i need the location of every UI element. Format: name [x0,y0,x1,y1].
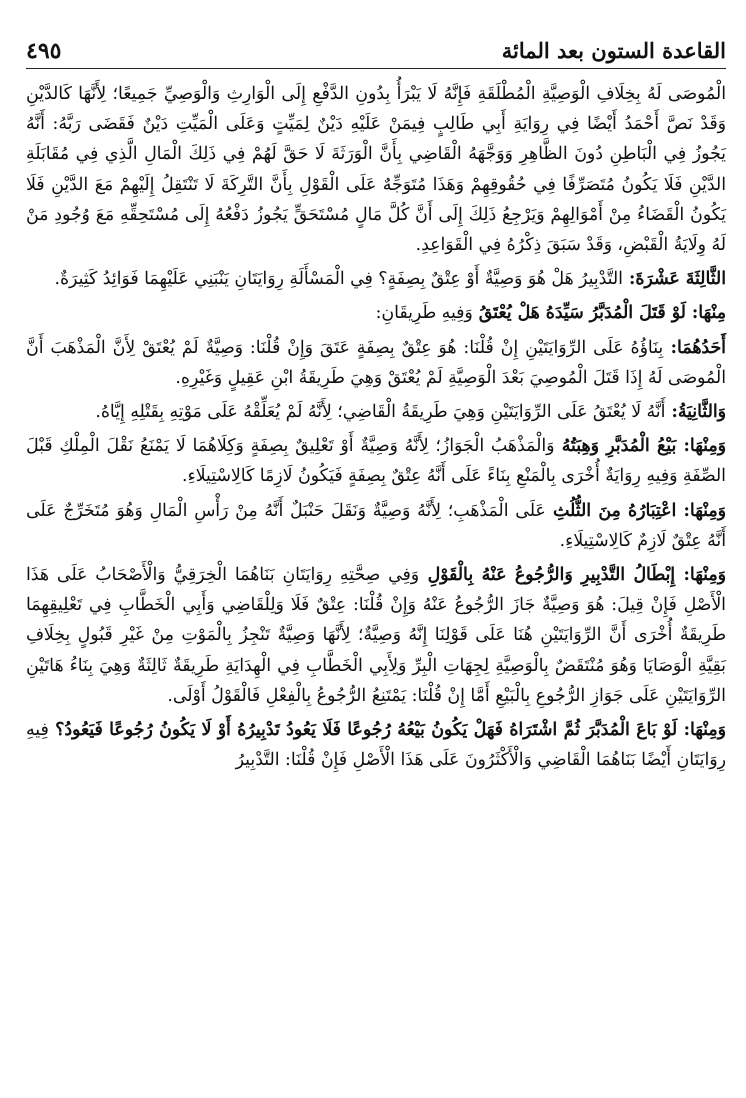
paragraph-thirteenth-question [26,264,726,294]
paragraph-text: بِنَاؤُهُ عَلَى الرِّوَايَتَيْنِ إِنْ قُلْنَا: هُوَ عِتْقٌ بِصِفَةٍ عَتَقَ وَإِنْ قُلْنَا: وَصِيَّةٌ لَمْ يُعْتَقْ لِأَنَّ الْمَذْهَبَ أَنَّ الْمُوصَى لَهُ إِذَا قَتَلَ الْمُوصِيَ بَعْدَ الْوَصِيَّةِ لَمْ يُعْتَقْ وَهِيَ طَرِيقَةُ ابْنِ عَقِيلٍ وَغَيْرِهِ. [26,337,726,388]
book-page [26,30,726,1080]
section-heading: الثَّالِثَةَ عَشْرَةَ: [622,269,726,290]
page-number: ٤٩٥ [26,38,62,64]
subsection-heading: وَمِنْهَا: بَيْعُ الْمُدَبَّرِ وَهِبَتُهُ [554,436,726,457]
paragraph-killing-master [26,298,726,328]
subsection-heading: وَمِنْهَا: لَوْ بَاعَ الْمُدَبَّرَ ثُمَّ اشْتَرَاهُ فَهَلْ يَكُونُ بَيْعُهُ رُجُوعًا فَلَا يَعُودُ تَدْبِيرُهُ أَوْ لَا يَكُونُ رُجُوعًا فَيَعُودُ؟ [48,720,726,741]
page-body [26,79,726,775]
paragraph-sale-and-gift [26,431,726,491]
paragraph-first-way [26,333,726,393]
subsection-heading: وَالثَّانِيَةُ: [665,402,726,423]
paragraph-text: وَفِي صِحَّتِهِ رِوَايَتَانِ بَنَاهُمَا الْخِرَقِيُّ وَالْأَصْحَابُ عَلَى هَذَا الْأَصْلِ فَإِنْ قِيلَ: هُوَ وَصِيَّةٌ جَازَ الرُّجُوعُ عَنْهُ وَإِنْ قُلْنَا: عِتْقٌ فَلَا وَلِلْقَاضِي وَأَبِي الْخَطَّابِ فِي تَعْلِيقِهِمَا طَرِيقَةٌ أُخْرَى أَنَّ الرِّوَايَتَيْنِ هُنَا عَلَى قَوْلِنَا إِنَّهُ وَصِيَّةٌ؛ لِأَنَّهَا وَصِيَّةٌ تَنْجِزُ بِالْمَوْتِ مِنْ غَيْرِ قَبُولٍ بِخِلَافِ بَقِيَّةِ الْوَصَايَا وَهُوَ مُنْتَقَضٌ بِالْوَصِيَّةِ لِجِهَاتِ الْبِرِّ وَلِأَبِي الْخَطَّابِ فِي الْهِدَايَةِ طَرِيقَةٌ ثَالِثَةٌ وَهِيَ بِنَاءُ هَاتَيْنِ الرِّوَايَتَيْنِ عَلَى جَوَازِ الرُّجُوعِ بِالْبَيْعِ أَمَّا إِنْ قُلْنَا: يَمْتَنِعُ الرُّجُوعُ بِالْفِعْلِ فَالْقَوْلُ أَوْلَى. [26,565,726,706]
paragraph-text: فِيهِ رِوَايَتَانِ أَيْضًا بَنَاهُمَا الْقَاضِي وَالْأَكْثَرُونَ عَلَى هَذَا الْأَصْلِ فَإِنْ قُلْنَا: التَّدْبِيرُ [26,720,726,771]
running-title: القاعدة الستون بعد المائة [501,38,726,63]
paragraph-resale [26,715,726,775]
subsection-heading: وَمِنْهَا: اعْتِبَارُهُ مِنَ الثُّلُثِ [545,500,726,521]
subsection-heading: أَحَدُهُمَا: [663,337,726,358]
paragraph-text: عَلَى الْمَذْهَبِ؛ لِأَنَّهُ وَصِيَّةٌ وَنَقَلَ حَنْبَلٌ أَنَّهُ مِنْ رَأْسِ الْمَالِ وَهُوَ مُتَخَرِّجٌ عَلَى أَنَّهُ عِتْقٌ لَازِمٌ كَالِاسْتِيلَاءِ. [26,500,726,551]
paragraph-second-way [26,397,726,427]
page-header [26,30,726,69]
paragraph-text: أَنَّهُ لَا يُعْتَقُ عَلَى الرِّوَايَتَيْنِ وَهِيَ طَرِيقَةُ الْقَاضِي؛ لِأَنَّهُ لَمْ يُعَلِّقْهُ عَلَى مَوْتِهِ بِقَتْلِهِ إِيَّاهُ. [95,402,666,423]
paragraph-text: الْمُوصَى لَهُ بِخِلَافِ الْوَصِيَّةِ الْمُطْلَقَةِ فَإِنَّهُ لَا يَبْرَأُ بِدُونِ الدَّفْعِ إِلَى الْوَارِثِ وَالْوَصِيِّ جَمِيعًا؛ لِأَنَّهَا كَالدَّيْنِ وَقَدْ نَصَّ أَحْمَدُ أَيْضًا فِي رِوَايَةِ أَبِي طَالِبٍ فِيمَنْ عَلَيْهِ دَيْنٌ لِمَيِّتٍ وَعَلَى الْمَيِّتِ دَيْنٌ فَقَضَى رَبَّهُ: أَنَّهُ يَجُوزُ فِي الْبَاطِنِ دُونَ الظَّاهِرِ وَوَجَّهَهُ الْقَاضِي بِأَنَّ الْوَرَثَةَ لَا حَقَّ لَهُمْ فِي ذَلِكَ الْمَالِ الَّذِي فِي مُقَابَلَةِ الدَّيْنِ فَلَا يَكُونُ مُتَصَرِّفًا فِي حُقُوقِهِمْ وَهَذَا مُتَوَجِّهٌ عَلَى الْقَوْلِ بِأَنَّ التَّرِكَةَ لَا تَنْتَقِلُ إِلَيْهِمْ مَعَ الدَّيْنِ فَلَا يَكُونُ الْقَضَاءُ مِنْ أَمْوَالِهِمْ وَيَرْجِعُ ذَلِكَ إِلَى أَنَّ كُلَّ مَالٍ مُسْتَحَقٍّ يَجُوزُ دَفْعُهُ إِلَى مُسْتَحِقِّهِ مَعَ وُجُودِ مَنْ لَهُ وِلَايَةُ الْقَبْضِ، وَقَدْ سَبَقَ ذِكْرُهُ فِي الْقَوَاعِدِ. [26,84,726,256]
paragraph-third-share [26,496,726,556]
subsection-heading: مِنْهَا: لَوْ قَتَلَ الْمُدَبَّرُ سَيِّدَهُ هَلْ يُعْتَقُ [472,303,726,324]
paragraph-intro [26,79,726,260]
paragraph-text: التَّدْبِيرُ هَلْ هُوَ وَصِيَّةٌ أَوْ عِتْقٌ بِصِفَةٍ؟ فِي الْمَسْأَلَةِ رِوَايَتَانِ يَنْبَنِي عَلَيْهِمَا فَوَائِدُ كَثِيرَةٌ. [54,269,623,290]
paragraph-revocation [26,560,726,711]
subsection-heading: وَمِنْهَا: إِبْطَالُ التَّدْبِيرِ وَالرُّجُوعُ عَنْهُ بِالْقَوْلِ [419,565,726,586]
paragraph-text: وَالْمَذْهَبُ الْجَوَازُ؛ لِأَنَّهُ وَصِيَّةٌ أَوْ تَعْلِيقٌ بِصِفَةٍ وَكِلَاهُمَا لَا يَمْنَعُ نَقْلَ الْمِلْكِ قَبْلَ الصِّفَةِ وَفِيهِ رِوَايَةٌ أُخْرَى بِالْمَنْعِ بِنَاءً عَلَى أَنَّهُ عِتْقٌ بِصِفَةٍ فَيَكُونُ لَازِمًا كَالِاسْتِيلَاءِ. [26,436,726,487]
paragraph-text: وَفِيهِ طَرِيقَانِ: [375,303,473,324]
